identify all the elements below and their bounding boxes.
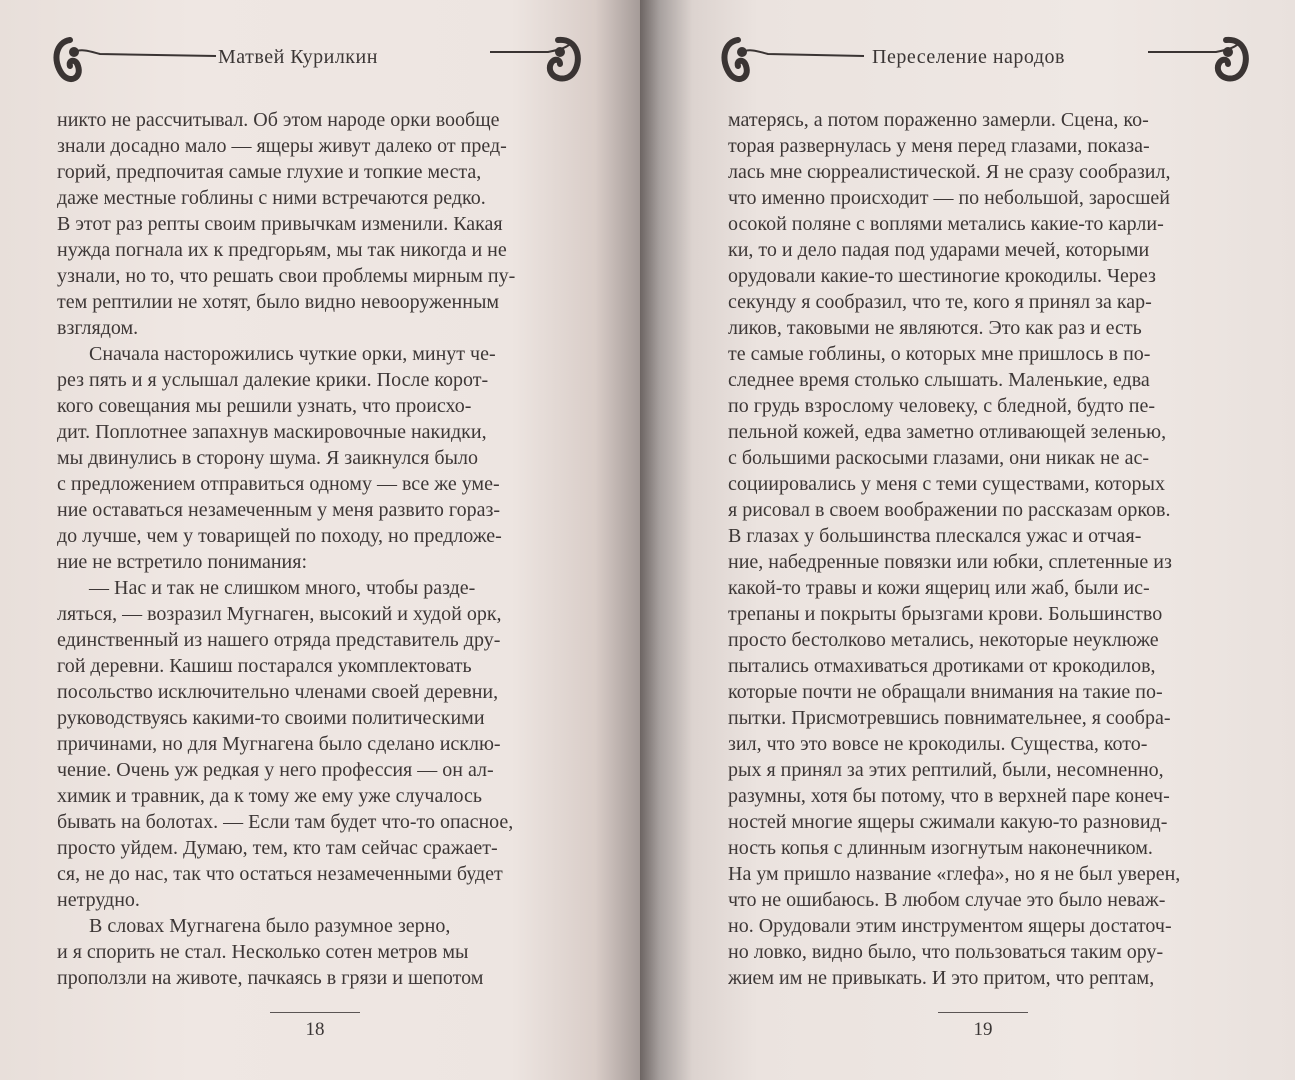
folio-rule [270,1012,360,1013]
text-line: ние не встретило понимания: [57,551,308,573]
text-line: и я спорить не стал. Несколько сотен метров мы [57,941,469,963]
text-line: В этот раз репты своим привычкам изменили. Какая [57,213,503,235]
text-line: орудовали какие-то шестиногие крокодилы. Через [728,265,1156,287]
right-page-body [728,107,1240,991]
text-line: бывать на болотах. — Если там будет что-то опасное, [57,811,514,833]
text-line: разумны, хотя бы потому, что в верхней паре конеч- [728,785,1170,807]
curl-ornament-right-icon [488,30,588,86]
text-line: секунду я сообразил, что те, кого я принял за кар- [728,291,1152,313]
text-line: посольство исключительно членами своей деревни, [57,681,499,703]
text-line: узнали, но то, что решать свои проблемы мирным пу- [57,265,516,287]
text-line: ликов, таковыми не являются. Это как раз и есть [728,317,1142,339]
text-line: просто уйдем. Думаю, тем, кто там сейчас сражает- [57,837,498,859]
text-line: просто бестолково метались, некоторые неуклюже [728,629,1159,651]
text-line: следнее время столько слышать. Маленькие, едва [728,369,1150,391]
text-line: рых я принял за этих рептилий, были, несомненно, [728,759,1164,781]
right-page [640,0,1295,1080]
text-line: я рисовал в своем воображении по рассказам орков. [728,499,1171,521]
text-line: горий, предпочитая самые глухие и топкие места, [57,161,482,183]
text-line: ние, набедренные повязки или юбки, сплетенные из [728,551,1172,573]
right-page-running-head-text: Переселение народов [872,46,1065,68]
text-line: В глазах у большинства плескался ужас и отчая- [728,525,1142,547]
text-line: ки, то и дело падая под ударами мечей, которыми [728,239,1150,261]
text-line: трепаны и покрыты брызгами крови. Большинство [728,603,1163,625]
text-line: пытались отмахиваться дротиками от крокодилов, [728,655,1156,677]
text-line: никто не рассчитывал. Об этом народе орки вообще [57,109,500,131]
right-page-number [938,1012,1028,1041]
left-page-number [270,1012,360,1041]
left-page-body [57,107,569,991]
text-line: рез пять и я услышал далекие крики. После корот- [57,369,489,391]
left-page-running-head-text: Матвей Курилкин [218,46,378,68]
text-line: ся, не до нас, так что остаться незамеченными будет [57,863,503,885]
text-line: руководствуясь какими-то своими политическими [57,707,485,729]
text-line: пельной кожей, едва заметно отливающей зеленью, [728,421,1167,443]
text-line: но. Орудовали этим инструментом ящеры достаточ- [728,915,1172,937]
text-line: по грудь взрослому человеку, с бледной, будто пе- [728,395,1155,417]
text-line: единственный из нашего отряда представитель дру- [57,629,501,651]
text-line: Сначала насторожились чуткие орки, минут че- [89,343,496,365]
page-number-text: 19 [973,1019,993,1040]
curl-ornament-left-icon [716,30,866,86]
curl-ornament-right-icon [1146,30,1256,86]
text-line: химик и травник, да к тому же ему уже случалось [57,785,483,807]
right-running-head [716,30,1256,86]
text-line: торая развернулась у меня перед глазами, показа- [728,135,1150,157]
text-line: гой деревни. Кашиш постарался укомплектовать [57,655,472,677]
text-line: что именно происходит — по небольшой, заросшей [728,187,1171,209]
curl-ornament-left-icon [48,30,218,86]
text-line: ние оставаться незамеченным у меня развито гораз- [57,499,501,521]
text-line: с большими раскосыми глазами, они никак не ас- [728,447,1149,469]
text-line: нужда погнала их к предгорьям, мы так никогда и не [57,239,507,261]
text-line: пытки. Присмотревшись повнимательнее, я сообра- [728,707,1171,729]
text-line: ностей многие ящеры сжимали какую-то разновид- [728,811,1168,833]
text-line: до лучше, чем у товарищей по походу, но предложе- [57,525,502,547]
left-running-head [48,30,588,86]
text-line: ляться, — возразил Мугнаген, высокий и худой орк, [57,603,502,625]
text-line: с предложением отправиться одному — все же уме- [57,473,500,495]
text-line: дит. Поплотнее запахнув маскировочные накидки, [57,421,487,443]
text-line: проползли на животе, пачкаясь в грязи и шепотом [57,967,484,989]
folio-rule [938,1012,1028,1013]
text-line: что не ошибаюсь. В любом случае это было неваж- [728,889,1166,911]
text-line: но ловко, видно было, что пользоваться таким ору- [728,941,1164,963]
page-number-text: 18 [305,1019,325,1040]
text-line: На ум пришло название «глефа», но я не был уверен, [728,863,1181,885]
text-line: даже местные гоблины с ними встречаются редко. [57,187,486,209]
text-line: жием им не привыкать. И это притом, что рептам, [728,967,1155,989]
text-line: взглядом. [57,317,139,339]
text-line: те самые гоблины, о которых мне пришлось в по- [728,343,1151,365]
text-line: лась мне сюрреалистической. Я не сразу сообразил, [728,161,1171,183]
text-line: социировались у меня с теми существами, которых [728,473,1165,495]
text-line: знали досадно мало — ящеры живут далеко от пред- [57,135,507,157]
text-line: осокой поляне с воплями метались какие-то карли- [728,213,1164,235]
text-line: матерясь, а потом пораженно замерли. Сцена, ко- [728,109,1149,131]
text-line: тем рептилии не хотят, было видно невооруженным [57,291,500,313]
text-line: причинами, но для Мугнагена было сделано исклю- [57,733,501,755]
left-page [0,0,640,1080]
text-line: кого совещания мы решили узнать, что происхо- [57,395,472,417]
text-line: какой-то травы и кожи ящериц или жаб, были ис- [728,577,1150,599]
text-line: ность копья с длинным изогнутым наконечником. [728,837,1153,859]
text-line: В словах Мугнагена было разумное зерно, [89,915,451,937]
text-line: зил, что это вовсе не крокодилы. Существа, кото- [728,733,1148,755]
text-line: — Нас и так не слишком много, чтобы разде- [89,577,476,599]
text-line: нетрудно. [57,889,140,911]
text-line: мы двинулись в сторону шума. Я заикнулся было [57,447,478,469]
text-line: чение. Очень уж редкая у него профессия — он ал- [57,759,494,781]
text-line: которые почти не обращали внимания на такие по- [728,681,1163,703]
